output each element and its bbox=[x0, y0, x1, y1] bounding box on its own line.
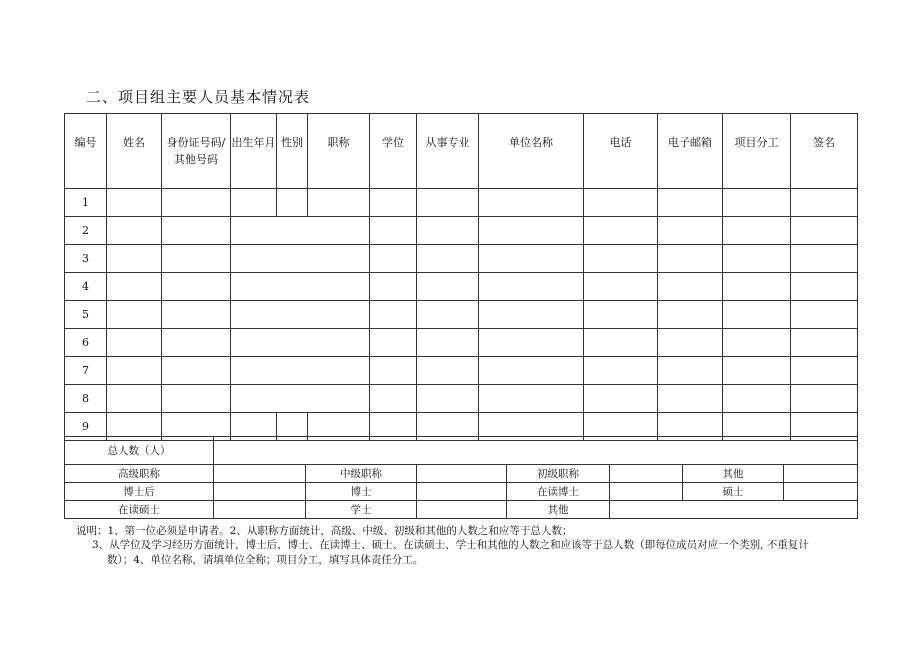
summary-label: 在读硕士 bbox=[65, 501, 214, 519]
summary-label: 高级职称 bbox=[65, 465, 214, 483]
summary-value-cell[interactable] bbox=[417, 501, 507, 519]
name-cell[interactable] bbox=[107, 217, 162, 245]
summary-value-cell[interactable] bbox=[417, 483, 507, 501]
header-cell: 编号 bbox=[65, 114, 107, 189]
phone-cell[interactable] bbox=[584, 217, 658, 245]
header-cell: 出生年月 bbox=[231, 114, 277, 189]
signature-cell[interactable] bbox=[791, 329, 858, 357]
summary-value-cell[interactable] bbox=[784, 483, 858, 501]
summary-row bbox=[65, 465, 858, 483]
degree-cell[interactable] bbox=[370, 273, 417, 301]
name-cell[interactable] bbox=[107, 329, 162, 357]
email-cell[interactable] bbox=[658, 385, 723, 413]
major-cell[interactable] bbox=[417, 273, 479, 301]
org-cell[interactable] bbox=[479, 301, 584, 329]
gender-cell[interactable] bbox=[277, 189, 308, 217]
summary-value-cell[interactable] bbox=[214, 483, 306, 501]
summary-value-cell[interactable] bbox=[610, 465, 683, 483]
header-cell: 项目分工 bbox=[723, 114, 791, 189]
org-cell[interactable] bbox=[479, 189, 584, 217]
phone-cell[interactable] bbox=[584, 329, 658, 357]
note-line-1: 说明：1、第一位必须是申请者。2、从职称方面统计，高级、中级、初级和其他的人数之和应等于总人数； bbox=[76, 525, 573, 537]
signature-cell[interactable] bbox=[791, 245, 858, 273]
birth-gender-title-cell[interactable] bbox=[231, 217, 370, 245]
page-title: 二、项目组主要人员基本情况表 bbox=[86, 88, 311, 106]
birth-gender-title-cell[interactable] bbox=[231, 329, 370, 357]
header-cell: 单位名称 bbox=[479, 114, 584, 189]
role-cell[interactable] bbox=[723, 217, 791, 245]
role-cell[interactable] bbox=[723, 273, 791, 301]
signature-cell[interactable] bbox=[791, 385, 858, 413]
row-number: 4 bbox=[65, 273, 107, 301]
header-cell: 职称 bbox=[308, 114, 370, 189]
name-cell[interactable] bbox=[107, 301, 162, 329]
degree-cell[interactable] bbox=[370, 217, 417, 245]
degree-cell[interactable] bbox=[370, 385, 417, 413]
table-row bbox=[65, 273, 858, 301]
total-row bbox=[65, 437, 858, 465]
header-cell: 性别 bbox=[277, 114, 308, 189]
summary-label: 中级职称 bbox=[306, 465, 417, 483]
major-cell[interactable] bbox=[417, 189, 479, 217]
name-cell[interactable] bbox=[107, 273, 162, 301]
summary-table bbox=[64, 436, 858, 519]
summary-value-cell[interactable] bbox=[417, 465, 507, 483]
id-cell[interactable] bbox=[162, 273, 231, 301]
role-cell[interactable] bbox=[723, 189, 791, 217]
table-row bbox=[65, 245, 858, 273]
signature-cell[interactable] bbox=[791, 273, 858, 301]
table-row bbox=[65, 329, 858, 357]
birth-gender-title-cell[interactable] bbox=[231, 385, 370, 413]
birth-gender-title-cell[interactable] bbox=[231, 273, 370, 301]
total-value-cell[interactable] bbox=[214, 437, 858, 465]
id-cell[interactable] bbox=[162, 357, 231, 385]
row-number: 8 bbox=[65, 385, 107, 413]
summary-value-cell[interactable] bbox=[784, 465, 858, 483]
table-header-row bbox=[65, 114, 858, 189]
row-number: 6 bbox=[65, 329, 107, 357]
id-cell[interactable] bbox=[162, 189, 231, 217]
summary-value-cell[interactable] bbox=[214, 501, 306, 519]
phone-cell[interactable] bbox=[584, 245, 658, 273]
major-cell[interactable] bbox=[417, 245, 479, 273]
role-cell[interactable] bbox=[723, 385, 791, 413]
table-row bbox=[65, 385, 858, 413]
table-row bbox=[65, 357, 858, 385]
org-cell[interactable] bbox=[479, 273, 584, 301]
table-row bbox=[65, 217, 858, 245]
major-cell[interactable] bbox=[417, 301, 479, 329]
org-cell[interactable] bbox=[479, 245, 584, 273]
org-cell[interactable] bbox=[479, 217, 584, 245]
summary-row bbox=[65, 483, 858, 501]
org-cell[interactable] bbox=[479, 385, 584, 413]
degree-cell[interactable] bbox=[370, 329, 417, 357]
header-cell: 电话 bbox=[584, 114, 658, 189]
degree-cell[interactable] bbox=[370, 189, 417, 217]
summary-value-cell[interactable] bbox=[610, 501, 858, 519]
name-cell[interactable] bbox=[107, 385, 162, 413]
summary-value-cell[interactable] bbox=[610, 483, 683, 501]
note-line-3: 数）；4、单位名称，请填单位全称；项目分工，填写具体责任分工。 bbox=[107, 554, 424, 566]
header-cell: 电子邮箱 bbox=[658, 114, 723, 189]
summary-value-cell[interactable] bbox=[214, 465, 306, 483]
summary-label: 其他 bbox=[683, 465, 784, 483]
id-cell[interactable] bbox=[162, 301, 231, 329]
total-label: 总人数（人） bbox=[65, 437, 214, 465]
name-cell[interactable] bbox=[107, 189, 162, 217]
title-cell[interactable] bbox=[308, 189, 370, 217]
row-number: 9 bbox=[65, 413, 107, 441]
header-cell: 从事专业 bbox=[417, 114, 479, 189]
signature-cell[interactable] bbox=[791, 189, 858, 217]
summary-label: 硕士 bbox=[683, 483, 784, 501]
header-cell: 身份证号码/ 其他号码 bbox=[162, 114, 231, 189]
email-cell[interactable] bbox=[658, 217, 723, 245]
header-cell: 姓名 bbox=[107, 114, 162, 189]
signature-cell[interactable] bbox=[791, 301, 858, 329]
table-row bbox=[65, 301, 858, 329]
email-cell[interactable] bbox=[658, 245, 723, 273]
phone-cell[interactable] bbox=[584, 357, 658, 385]
email-cell[interactable] bbox=[658, 357, 723, 385]
major-cell[interactable] bbox=[417, 385, 479, 413]
row-number: 3 bbox=[65, 245, 107, 273]
id-cell[interactable] bbox=[162, 329, 231, 357]
birth-gender-title-cell[interactable] bbox=[231, 245, 370, 273]
major-cell[interactable] bbox=[417, 217, 479, 245]
email-cell[interactable] bbox=[658, 273, 723, 301]
degree-cell[interactable] bbox=[370, 357, 417, 385]
summary-label: 在读博士 bbox=[507, 483, 610, 501]
org-cell[interactable] bbox=[479, 329, 584, 357]
major-cell[interactable] bbox=[417, 329, 479, 357]
row-number: 5 bbox=[65, 301, 107, 329]
degree-cell[interactable] bbox=[370, 245, 417, 273]
role-cell[interactable] bbox=[723, 357, 791, 385]
degree-cell[interactable] bbox=[370, 301, 417, 329]
org-cell[interactable] bbox=[479, 357, 584, 385]
summary-label: 学士 bbox=[306, 501, 417, 519]
role-cell[interactable] bbox=[723, 301, 791, 329]
birth-cell[interactable] bbox=[231, 189, 277, 217]
signature-cell[interactable] bbox=[791, 357, 858, 385]
email-cell[interactable] bbox=[658, 301, 723, 329]
summary-label: 其他 bbox=[507, 501, 610, 519]
phone-cell[interactable] bbox=[584, 301, 658, 329]
birth-gender-title-cell[interactable] bbox=[231, 301, 370, 329]
name-cell[interactable] bbox=[107, 357, 162, 385]
row-number: 1 bbox=[65, 189, 107, 217]
birth-gender-title-cell[interactable] bbox=[231, 357, 370, 385]
id-cell[interactable] bbox=[162, 385, 231, 413]
role-cell[interactable] bbox=[723, 329, 791, 357]
phone-cell[interactable] bbox=[584, 273, 658, 301]
signature-cell[interactable] bbox=[791, 217, 858, 245]
summary-label: 博士后 bbox=[65, 483, 214, 501]
personnel-table bbox=[64, 113, 858, 441]
row-number: 7 bbox=[65, 357, 107, 385]
header-cell: 签名 bbox=[791, 114, 858, 189]
row-number: 2 bbox=[65, 217, 107, 245]
phone-cell[interactable] bbox=[584, 385, 658, 413]
email-cell[interactable] bbox=[658, 329, 723, 357]
note-line-2: 3、从学位及学习经历方面统计，博士后、博士、在读博士、硕士、在读硕士、学士和其他的人数之和应该等于总人数（即每位成员对应一个类别, 不重复计 bbox=[92, 539, 809, 551]
id-cell[interactable] bbox=[162, 245, 231, 273]
table-row bbox=[65, 189, 858, 217]
name-cell[interactable] bbox=[107, 245, 162, 273]
phone-cell[interactable] bbox=[584, 189, 658, 217]
id-cell[interactable] bbox=[162, 217, 231, 245]
major-cell[interactable] bbox=[417, 357, 479, 385]
summary-label: 初级职称 bbox=[507, 465, 610, 483]
role-cell[interactable] bbox=[723, 245, 791, 273]
header-cell: 学位 bbox=[370, 114, 417, 189]
email-cell[interactable] bbox=[658, 189, 723, 217]
summary-row bbox=[65, 501, 858, 519]
summary-label: 博士 bbox=[306, 483, 417, 501]
